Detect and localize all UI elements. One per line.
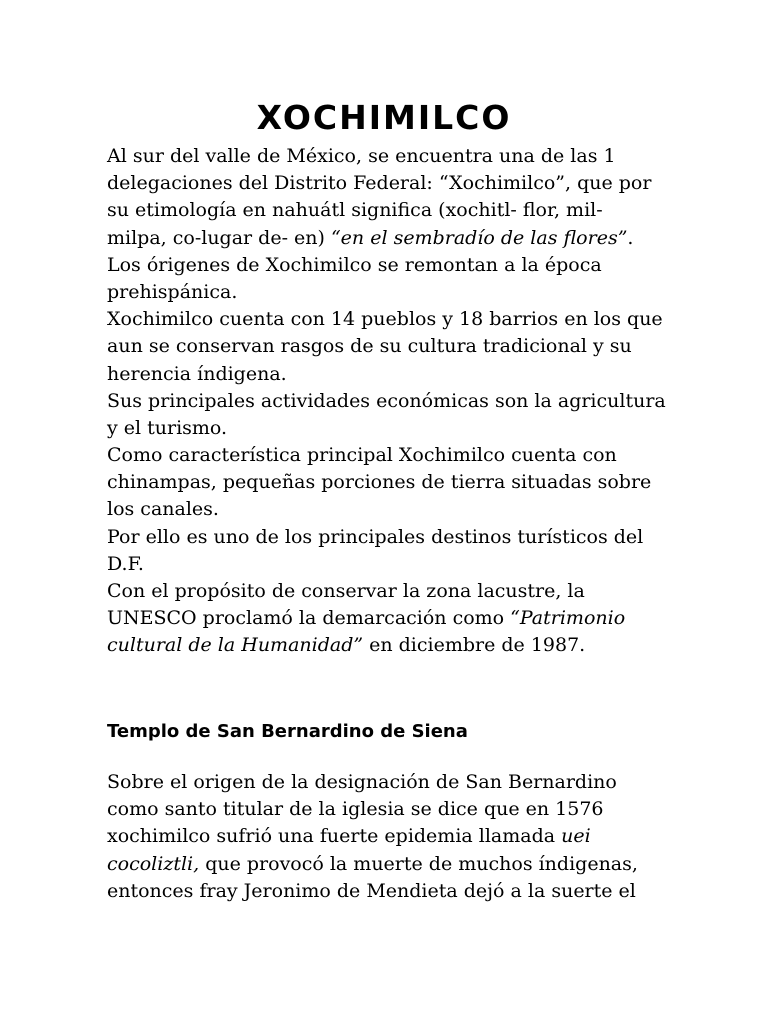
text-line: [107, 524, 707, 551]
text-line: [107, 496, 707, 523]
text-segment: su etimología en nahuátl significa (xochitl- flor, mil-: [107, 199, 603, 222]
text-segment: entonces fray Jeronimo de Mendieta dejó a la suerte el: [107, 879, 636, 902]
text-segment: Por ello es uno de los principales destinos turísticos del: [107, 525, 644, 548]
text-segment: Sobre el origen de la designación de San Bernardino: [107, 771, 617, 793]
text-segment: que provocó la muerte de muchos índigenas,: [199, 852, 638, 875]
text-segment: Los órigenes de Xochimilco se remontan a la época: [107, 253, 602, 276]
text-line: [107, 442, 707, 469]
text-line: [107, 632, 707, 659]
text-segment: milpa, co-lugar de- en): [107, 226, 331, 249]
text-line: [107, 469, 707, 496]
text-line: [107, 796, 707, 823]
section-heading: Templo de San Bernardino de Siena: [107, 721, 468, 742]
text-segment: UNESCO proclamó la demarcación como: [107, 607, 511, 630]
text-segment: Con el propósito de conservar la zona lacustre, la: [107, 580, 585, 602]
text-segment: .: [627, 226, 634, 249]
text-line: [107, 388, 707, 415]
text-segment: como santo titular de la iglesia se dice que en 1576: [107, 798, 604, 821]
text-line: [107, 170, 707, 197]
text-segment: y el turismo.: [107, 416, 228, 439]
text-line: [107, 333, 707, 360]
section-paragraph: [107, 769, 707, 905]
text-segment: delegaciones del Distrito Federal: “Xochimilco”, que por: [107, 172, 652, 195]
text-line: [107, 143, 707, 170]
text-line: [107, 225, 707, 252]
italic-text: “Patrimonio: [510, 607, 626, 630]
text-line: [107, 415, 707, 442]
text-line: [107, 878, 707, 905]
text-segment: D.F.: [107, 552, 144, 575]
text-line: [107, 605, 707, 632]
text-line: [107, 279, 707, 306]
text-segment: aun se conservan rasgos de su cultura tradicional y su: [107, 335, 632, 358]
text-segment: prehispánica.: [107, 280, 238, 303]
text-segment: herencia índigena.: [107, 362, 287, 385]
italic-text: “en el sembradío de las flores”: [330, 226, 628, 249]
text-line: [107, 551, 707, 578]
text-segment: los canales.: [107, 498, 219, 521]
text-line: [107, 306, 707, 333]
document-title: XOCHIMILCO: [256, 98, 512, 137]
text-line: [107, 252, 707, 279]
text-segment: Sus principales actividades económicas son la agricultura: [107, 389, 666, 412]
text-segment: chinampas, pequeñas porciones de tierra situadas sobre: [107, 471, 652, 494]
italic-text: cocoliztli,: [107, 852, 200, 875]
text-segment: Al sur del valle de México, se encuentra una de las 1: [107, 145, 616, 167]
text-segment: en diciembre de 1987.: [363, 634, 586, 657]
text-line: [107, 823, 707, 850]
italic-text: cultural de la Humanidad”: [107, 634, 364, 657]
intro-paragraphs: [107, 143, 707, 660]
text-line: [107, 578, 707, 605]
text-line: [107, 361, 707, 388]
text-segment: Como característica principal Xochimilco cuenta con: [107, 444, 617, 467]
text-line: [107, 197, 707, 224]
text-line: [107, 769, 707, 796]
text-segment: Xochimilco cuenta con 14 pueblos y 18 barrios en los que: [107, 308, 663, 331]
text-line: [107, 851, 707, 878]
italic-text: uei: [561, 825, 591, 848]
text-segment: xochimilco sufrió una fuerte epidemia llamada: [107, 825, 562, 848]
